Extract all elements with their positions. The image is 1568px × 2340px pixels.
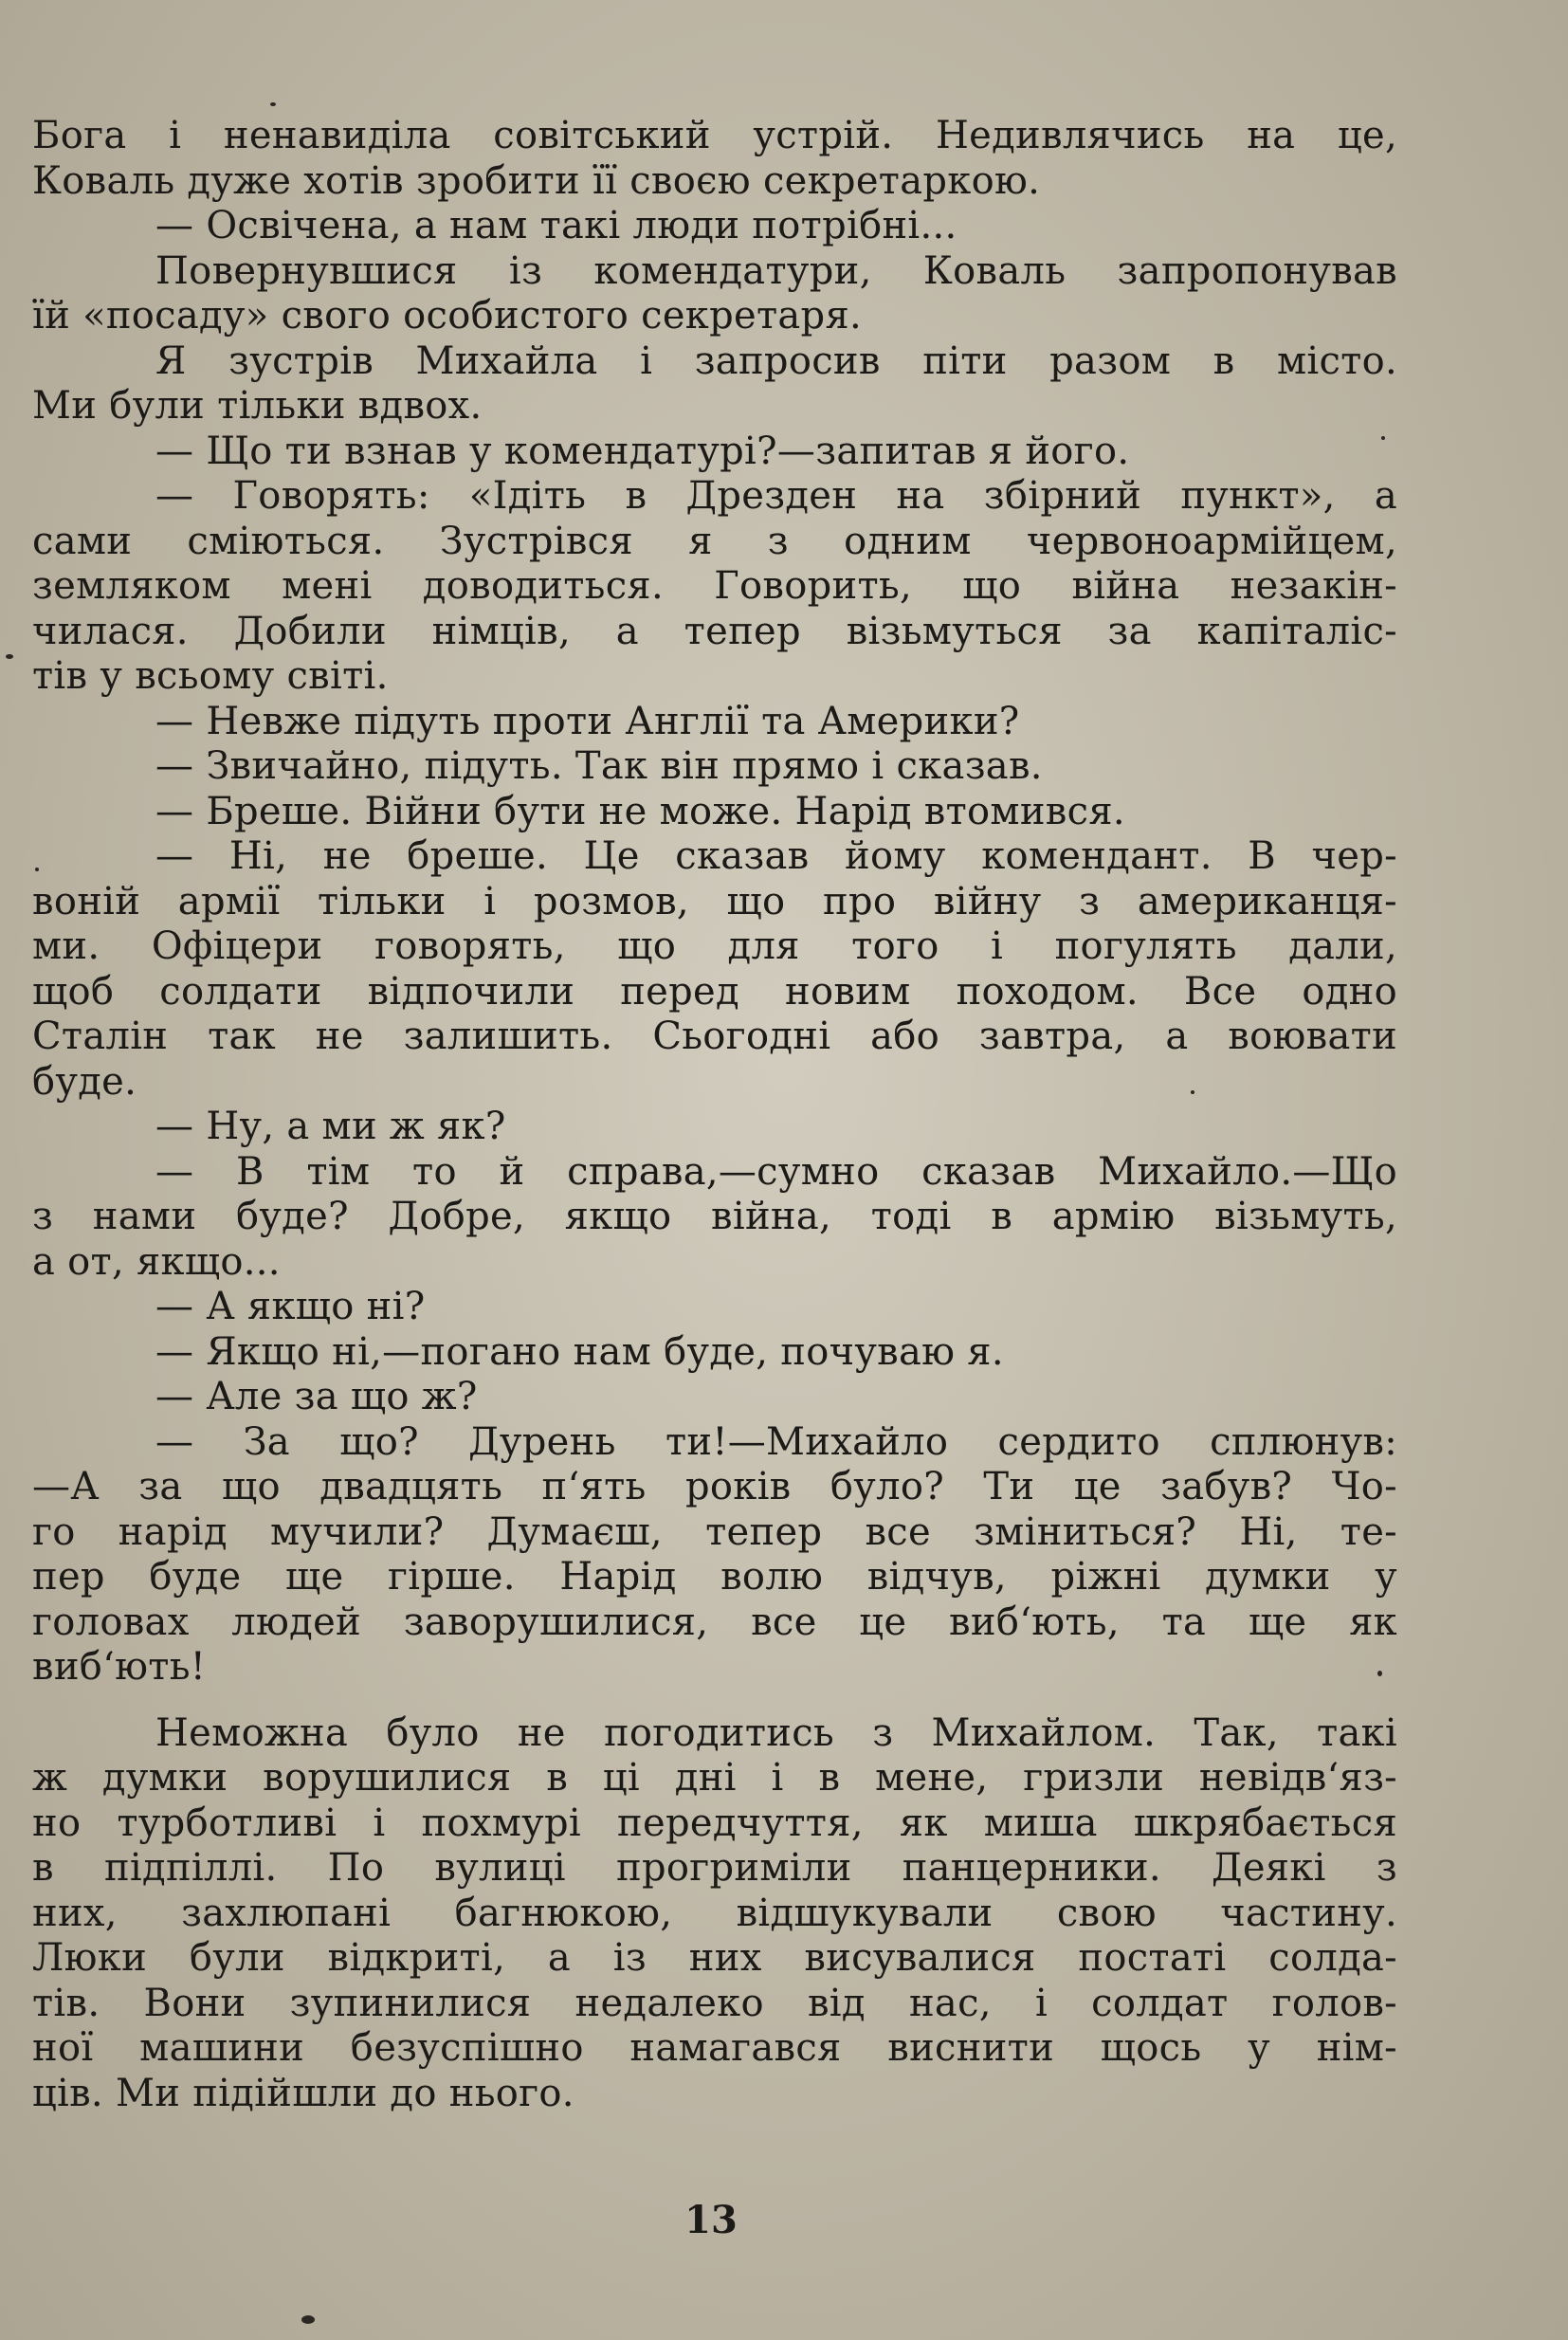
text-line: — В тім то й справа,—сумно сказав Михайло.—Що: [155, 1149, 1397, 1194]
ink-speck: [1377, 1671, 1382, 1676]
text-line: — За що? Дурень ти!—Михайло сердито сплюнув:: [155, 1419, 1397, 1464]
text-line: їй «посаду» свого особистого секретаря.: [32, 294, 863, 338]
text-line: Я зустрів Михайла і запросив піти разом в місто.: [155, 338, 1397, 383]
text-line: виб‘ють!: [32, 1645, 207, 1689]
text-line: — Якщо ні,—погано нам буде, почуваю я.: [155, 1329, 1004, 1374]
text-line: ців. Ми підійшли до нього.: [32, 2071, 574, 2115]
text-line: Коваль дуже хотів зробити її своєю секретаркою.: [32, 158, 1041, 203]
text-line: — Але за що ж?: [155, 1375, 478, 1418]
text-line: ж думки ворушилися в ці дні і в мене, гризли невідв‘яз-: [32, 1756, 1397, 1800]
text-line: буде.: [32, 1059, 137, 1104]
text-line: чилася. Добили німців, а тепер візьмуться за капіталіс-: [32, 609, 1397, 653]
text-line: но турботливі і похмурі передчуття, як миша шкрябається: [32, 1801, 1397, 1845]
text-line: — А якщо ні?: [155, 1285, 426, 1328]
text-line: тів у всьому світі.: [32, 654, 389, 698]
text-line: тів. Вони зупинилися недалеко від нас, і солдат голов-: [32, 1981, 1397, 2025]
text-line: земляком мені доводиться. Говорить, що війна незакін-: [32, 564, 1397, 608]
text-line: ної машини безуспішно намагався виснити щось у нім-: [32, 2026, 1397, 2070]
ink-speck: [35, 868, 39, 871]
ink-speck: [270, 102, 276, 106]
page-number: 13: [684, 2198, 738, 2242]
text-line: щоб солдати відпочили перед новим походом. Все одно: [32, 969, 1397, 1014]
text-line: з нами буде? Добре, якщо війна, тоді в армію візьмуть,: [32, 1195, 1397, 1238]
text-line: — Звичайно, підуть. Так він прямо і сказав.: [155, 744, 1043, 788]
text-line: —А за що двадцять п‘ять років було? Ти це забув? Чо-: [32, 1465, 1397, 1508]
text-line: — Освічена, а нам такі люди потрібні...: [155, 204, 957, 247]
text-line: них, захлюпані багнюкою, відшукували свою частину.: [32, 1891, 1397, 1935]
ink-speck: [6, 654, 13, 659]
text-line: — Ні, не бреше. Це сказав йому комендант. В чер-: [155, 834, 1397, 878]
text-line: Бога і ненавиділа совітський устрій. Недивлячись на це,: [32, 114, 1397, 157]
text-line: — Говорять: «Ідіть в Дрезден на збірний пункт», а: [155, 474, 1397, 518]
text-line: а от, якщо...: [32, 1239, 281, 1284]
page-body-text: [32, 114, 1397, 2116]
text-line: го нарід мучили? Думаєш, тепер все зміниться? Ні, те-: [32, 1509, 1397, 1554]
text-line: Неможна було не погодитись з Михайлом. Так, такі: [155, 1710, 1397, 1755]
text-line: — Ну, а ми ж як?: [155, 1105, 506, 1148]
text-line: — Що ти взнав у комендатурі?—запитав я його.: [155, 429, 1130, 473]
text-line: головах людей заворушилися, все це виб‘ють, та ще як: [32, 1600, 1397, 1644]
paragraph-gap: [32, 1691, 1397, 1711]
text-line: пер буде ще гірше. Нарід волю відчув, ріжні думки у: [32, 1555, 1397, 1599]
ink-speck: [1381, 436, 1385, 440]
text-line: — Невже підуть проти Англії та Америки?: [155, 699, 1020, 743]
text-line: в підпіллі. По вулиці прогриміли панцерники. Деякі з: [32, 1846, 1397, 1890]
text-line: Повернувшися із комендатури, Коваль запропонував: [155, 248, 1397, 293]
text-line: Люки були відкриті, а із них висувалися постаті солда-: [32, 1936, 1397, 1980]
text-line: Ми були тільки вдвох.: [32, 384, 483, 428]
text-line: Сталін так не залишить. Сьогодні або завтра, а воювати: [32, 1015, 1397, 1058]
text-line: сами сміються. Зустрівся я з одним червоноармійцем,: [32, 519, 1397, 563]
ink-speck: [301, 2315, 315, 2324]
text-line: воній армії тільки і розмов, що про війну з американця-: [32, 879, 1397, 923]
ink-speck: [1191, 1090, 1194, 1094]
text-line: ми. Офіцери говорять, що для того і погулять дали,: [32, 924, 1397, 968]
text-line: — Бреше. Війни бути не може. Нарід втомився.: [155, 789, 1125, 833]
